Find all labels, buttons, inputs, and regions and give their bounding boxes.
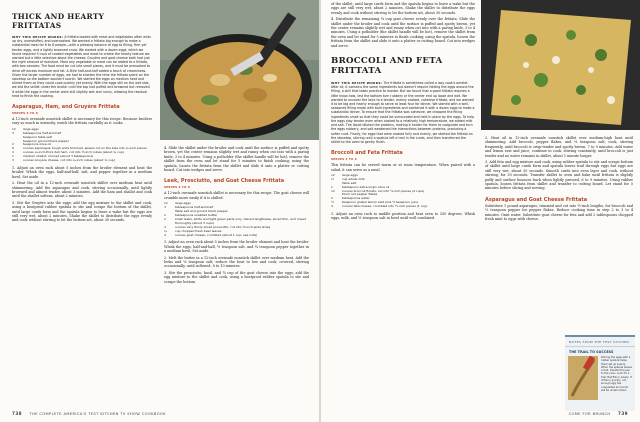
ingredient-text: ounces asparagus, tough ends trimmed, spears cut on the bias into ¼-inch pieces [23,146,147,151]
recipe-title: Leek, Prosciutto, and Goat Cheese Frittata [164,178,285,185]
ingredient-text: tablespoons half-and-half [175,205,214,210]
ingredient-text: small leeks, white and light green parts only, halved lengthwise, sliced thin, and rinsed thoroughly (about 3 cups) [175,216,306,225]
ingredient-list [12,128,152,163]
ingredient-quantity: 3 [12,158,14,163]
left-column-1 [12,12,152,225]
page-number: 739 [618,411,628,416]
why-text: A frittata loaded with meat and vegetables often ends up dry, overstuffed, and overcooked. We wanted a frittata big enough to make a substantial meal for 6 to 8 people—with a pleasing balance of egg to filling, firm yet tender eggs, and a lightly browned crust. We started with a dozen eggs, which we found required 3 cups of cooked vegetables and meat to create the hearty texture we wanted but a little selective about the cheese; Gruyère and goat cheese both had just the right amount of moisture. Most any vegetable or meat can be added to a frittata, with two caveats: The food must be cut into small pieces, and it must be precooked to drive off excess moisture and fat. A little half-and-half added a touch of creaminess. Given the larger number of eggs, we had to shorten the time the frittata spent on the stovetop so the bottom wouldn't scorch. We started the eggs on medium heat and stirred them so they could cook quickly yet evenly. With the eggs still on the wet side, we slid the skillet under the broiler until the top had puffed and browned but removed it while the eggs in the center were still slightly wet and runny, allowing the residual heat to finish the cooking. [12,35,151,98]
right-column-1 [331,2,475,223]
ingredient-text: teaspoon grated lemon zest plus ½ teaspoon juice [342,200,419,205]
recipe-step: 1. Adjust an oven rack about 5 inches from the broiler element and heat the broiler. Whisk the eggs, half-and-half, ½ teaspoon salt, and ¼ teaspoon pepper together in a medium bowl. Set aside. [164,240,309,254]
ingredient-text: teaspoon table salt [23,134,52,139]
ingredient-quantity: 12 [12,126,16,131]
right-column-2 [485,136,633,224]
ingredient-quantity: 2 [164,216,166,221]
ingredient-list [164,202,309,237]
ingredient-text: teaspoon ground black pepper [23,138,69,143]
recipe-serves: SERVES 4 TO 6 [331,157,357,162]
ingredient-text: cup chopped fresh basil leaves [175,228,222,233]
ingredient-text: tablespoons unsalted butter [175,212,218,217]
ingredient-quantity: 2 [12,142,14,147]
ingredient-text: medium shallot, minced (about 3 tablespoons) [23,154,94,159]
ingredient-text: large eggs [175,201,191,206]
recipe-step: 2. Heat oil in 12-inch ovensafe nonstick skillet over medium-high heat until shimmering. Add broccoli, pepper flakes, and ¼ teaspoon salt; cook, stirring frequently, until broccoli is crisp-tender and spotty brown, 7 to 9 minutes. Add water and lemon zest and juice; continue to cook, stirring constantly, until broccoli is just tender and no water remains in skillet, about 1 minute longer. [485,136,633,158]
ingredient-text: ounces ¼-inch-thick deli ham, cut into ½-inch cubes (about ¾ cup) [23,150,124,155]
why-label: WHY THIS RECIPE WORKS: [12,35,64,39]
note-body [565,356,635,400]
ingredient-text: tablespoons water [342,196,370,201]
broccoli-frittata-photo [481,0,640,130]
recipe-intro: This frittata can be served warm or at room temperature. When paired with a salad, it can serve as a meal. [331,163,475,172]
left-column-2 [164,146,309,286]
ingredient-text: large eggs [342,172,358,177]
note-header: NOTES FROM THE TEST KITCHEN [565,337,635,347]
section-title: THICK AND HEARTY FRITTATAS [12,12,105,30]
recipe-step: 4. Slide the skillet under the broiler and cook until the surface is puffed and spotty brown, yet the center remains slightly wet and runny when cut into with a paring knife, 3 to 4 minutes. Using a potholder (the skillet handle will be hot), remove the skillet from the oven and let stand for 5 minutes to finish cooking; using the spatula, loosen the frittata from the skillet and slide it onto a platter or cutting board. Cut into wedges and serve. [164,146,309,173]
ingredient-item [12,159,152,163]
book-title: THE COMPLETE AMERICA'S TEST KITCHEN TV SHOW COOKBOOK [29,412,166,416]
recipe-step: 1. Adjust an oven rack about 5 inches from the broiler element and heat the broiler. Whisk the eggs, half-and-half, salt, and pepper together in a medium bowl. Set aside. [12,166,152,179]
why-this-works [331,81,475,144]
ingredient-text: tablespoon extra-virgin olive oil [342,184,390,189]
why-this-works [12,35,152,98]
recipe-intro: A 12-inch ovensafe nonstick skillet is necessary for this recipe. Because broilers vary so much in intensity, watch the frittata carefully as it cooks. [12,117,152,126]
recipe-intro: A 12-inch ovensafe nonstick skillet is necessary for this recipe. The goat cheese will crumble more easily if it is chilled. [164,191,309,200]
ingredient-quantity: 3 [12,130,14,135]
ingredient-quantity: 2 [164,212,166,217]
variation-title: Asparagus and Goat Cheese Frittata [485,196,588,203]
ingredient-text: cup whole milk [342,176,365,181]
why-text: The frittata is sometimes called a lazy cook's omelet. After all, it contains the same ingredients but doesn't require folding the eggs around the filling, a skill that takes practice to master. But we found that a good frittata requires a little know-how, lest the bottom turn rubbery or the center end up loose and wet. We wanted to uncover the keys to a tender, evenly cooked, cohesive frittata, and we wanted it to be big and hearty enough to serve at least four for dinner. We started with a well-seasoned filling made with bold ingredients and combined it with a dozen eggs to make a substantial dinner. To ensure that the frittata was cohesive, we chopped the filling ingredients small so that they could be surrounded and held in place by the eggs. To help the eggs stay tender even when cooked to a relatively high temperature, we added milk and salt. The liquid diluted the proteins, making it harder for them to coagulate and turn the eggs rubbery, and salt weakened the interactions between proteins, producing a softer curd. Finally, for eggs that were cooked fully and evenly, we started the frittata on the stovetop, stirring until a spatula left a trail in the curds, and then transferred the skillet to the oven to gently finish. [331,81,475,144]
ingredient-quantity: 12 [331,172,335,177]
ingredient-quantity: 1 [12,154,14,159]
ingredient-text: Pinch red pepper flakes [342,192,378,197]
recipe-step: 3. Stir the Gruyère into the eggs; add the egg mixture to the skillet and cook, using a heatproof rubber spatula to stir and scrape the bottom of the skillet, until large curds form and the spatula begins to leave a wake but the eggs are still very wet, about 2 minutes. Shake the skillet to distribute the eggs evenly and cook without stirring to let the bottom set, about 30 seconds. [12,200,152,223]
ingredient-item [331,205,475,209]
frittata-skillet-photo [160,0,319,140]
ingredient-text: teaspoons olive oil [23,142,51,147]
ingredient-text: ounces feta cheese, crumbled into ½-inch pieces (1 cup) [342,204,428,209]
test-kitchen-note [565,335,635,411]
recipe-step: of the skillet, until large curds form and the spatula begins to leave a wake but the eggs are still very wet, about 2 minutes. Shake the skillet to distribute the eggs evenly and cook without stirring to let the bottom set, about 30 seconds. [331,2,475,15]
right-page [321,0,640,422]
section-title: BROCCOLI AND FETA FRITTATA [331,56,443,77]
recipe-step: 1. Adjust an oven rack to middle position and heat oven to 350 degrees. Whisk eggs, milk, and ½ teaspoon salt in bowl until well combined. [331,212,475,221]
recipe-title: Broccoli and Feta Frittata [331,150,403,157]
ingredient-text: ounces Gruyère cheese, cut into ¼-inch cubes (about ¾ cup) [23,158,115,163]
ingredient-quantity: 3 [164,205,166,210]
recipe-step: 3. Add feta and egg mixture and cook, using rubber spatula to stir and scrape bottom of skillet until large curds form and spatula leaves trail through eggs but eggs are still very wet, about 30 seconds. Smooth curds into even layer and cook, without stirring, for 30 seconds. Transfer skillet to oven and bake until frittata is slightly puffy and surface bounces back when lightly pressed, 6 to 9 minutes. Using rubber spatula, loosen frittata from skillet and transfer to cutting board. Let stand for 5 minutes before slicing and serving. [485,160,633,191]
ingredient-quantity: 4 [12,150,14,155]
ingredient-quantity: 12 [331,188,335,193]
page-number: 738 [12,411,22,416]
ingredient-text: tablespoons half-and-half [23,130,62,135]
ingredient-quantity: ½ [331,200,334,205]
ingredient-quantity: ¼ [164,228,167,233]
ingredient-quantity: 4 [331,204,333,209]
variation-text: Substitute 1 pound asparagus, trimmed and cut into ½-inch lengths, for broccoli and ⅛ teaspoon pepper for pepper flakes. Reduce cooking time in step 2 to 3 to 4 minutes. Omit water. Substitute goat cheese for feta and add 2 tablespoons chopped fresh mint to eggs with cheese. [485,203,633,222]
note-title: THE TRAIL TO SUCCESS [569,350,614,354]
recipe-step: 4. Distribute the remaining ¼ cup goat cheese evenly over the frittata. Slide the skillet under the broiler and cook until the surface is puffed and spotty brown, yet the center remains slightly wet and runny when cut into with a paring knife, 3 to 4 minutes. Using a potholder (the skillet handle will be hot), remove the skillet from the oven and let stand for 5 minutes to finish cooking; using the spatula, loosen the frittata from the skillet and slide it onto a platter or cutting board. Cut into wedges and serve. [331,17,475,48]
ingredient-text: large eggs [23,126,39,131]
left-page [0,0,319,422]
ingredient-quantity: ⅓ [331,176,334,181]
why-label: WHY THIS RECIPE WORKS: [331,81,383,86]
recipe-step: 3. Stir the prosciutto, basil, and ¾ cup of the goat cheese into the eggs; add the egg mixture to the skillet and cook, using a heatproof rubber spatula to stir and scrape the bottom [164,270,309,284]
ingredient-quantity: 8 [12,146,14,151]
recipe-step: 2. Melt the butter in a 12-inch ovensafe nonstick skillet over medium heat. Add the leeks and ¼ teaspoon salt; reduce the heat to low and cook, covered, stirring occasionally, until softened, 8 to 10 minutes. [164,255,309,269]
ingredient-quantity: 3 [331,196,333,201]
ingredient-text: Table salt [342,180,357,185]
ingredient-text: ounces very thinly sliced prosciutto, cut into ½-inch-wide strips [175,224,271,229]
recipe-title: Asparagus, Ham, and Gruyère Frittata [12,104,120,111]
note-text: Stirring the eggs with a rubber spatula helps them set up evenly. When the spatula leaves a trail, transfer the pan to the oven. Look for a trail that fills in slowly; if it fills in quickly, not enough egg has coagulated and some will be undercooked. [601,356,632,392]
recipe-serves: SERVES 6 TO 8 [164,185,190,190]
ingredient-item [164,234,309,238]
chapter-title: COME FOR BRUNCH [568,412,611,416]
ingredient-quantity: 1 [331,184,333,189]
spatula-trail-photo [568,356,598,400]
ingredient-text: Table salt and ground black pepper [175,209,228,214]
ingredient-quantity: 12 [164,201,168,206]
recipe-serves: SERVES 6 TO 8 [12,111,38,116]
ingredient-text: ounces broccoli florets, cut into ½-inch pieces (4 cups) [342,188,425,193]
ingredient-text: ounces goat cheese, crumbled (about 1 cup; see note) [175,232,258,237]
page-footer [569,411,634,416]
recipe-step: 2. Heat the oil in a 12-inch ovensafe nonstick skillet over medium heat until shimmering. Add the asparagus and cook, stirring occasionally, until lightly browned and almost tender, about 3 minutes. Add the ham and shallot and cook until the shallot softens, about 2 minutes. [12,181,152,199]
page-footer [6,411,166,416]
ingredient-quantity: 4 [164,232,166,237]
ingredient-quantity: 3 [164,224,166,229]
ingredient-list [331,174,475,209]
